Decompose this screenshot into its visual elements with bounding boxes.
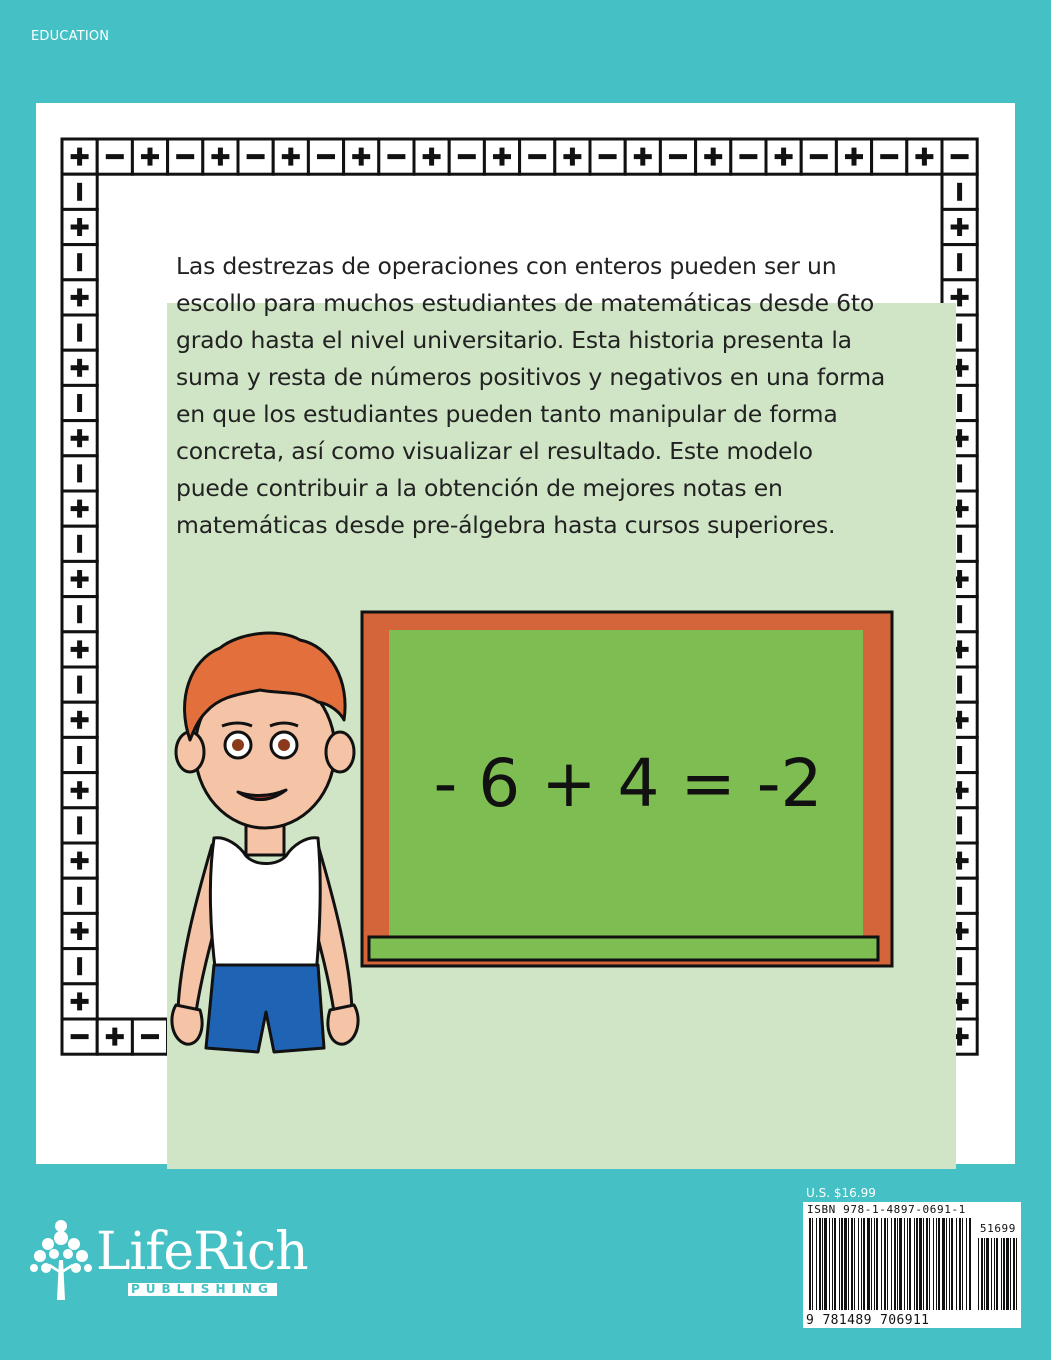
barcode-bar xyxy=(871,1218,872,1310)
barcode-bar xyxy=(969,1218,971,1310)
barcode-bar xyxy=(894,1218,896,1310)
price-barcode-bar xyxy=(981,1238,983,1310)
price-barcode-bar xyxy=(1016,1238,1017,1310)
tree-logo-icon xyxy=(26,1214,96,1304)
barcode-bar xyxy=(933,1218,934,1310)
barcode-bar xyxy=(851,1218,853,1310)
barcode-bars xyxy=(803,1202,1021,1328)
barcode-bar xyxy=(887,1218,888,1310)
publisher-tagline: PUBLISHING xyxy=(128,1283,277,1296)
barcode-bar xyxy=(962,1218,963,1310)
barcode-bar xyxy=(854,1218,855,1310)
barcode-bar xyxy=(829,1218,830,1310)
barcode-bar xyxy=(938,1218,940,1310)
barcode-bar xyxy=(909,1218,911,1310)
barcode-bar xyxy=(929,1218,930,1310)
barcode-bar xyxy=(914,1218,915,1310)
barcode-bar xyxy=(819,1218,821,1310)
barcode-bar xyxy=(966,1218,967,1310)
barcode-bar xyxy=(946,1218,947,1310)
barcode-bar xyxy=(942,1218,945,1310)
isbn-barcode xyxy=(803,1202,1021,1328)
barcode-bar xyxy=(816,1218,817,1310)
chalkboard-equation: - 6 + 4 = -2 xyxy=(433,745,823,822)
barcode-bar xyxy=(874,1218,875,1310)
price-barcode-bar xyxy=(1001,1238,1002,1310)
barcode-bar xyxy=(926,1218,928,1310)
barcode-bar xyxy=(834,1218,836,1310)
barcode-bar xyxy=(891,1218,892,1310)
barcode-bar xyxy=(956,1218,957,1310)
isbn-line: ISBN 978-1-4897-0691-1 xyxy=(807,1203,966,1216)
barcode-bar xyxy=(899,1218,902,1310)
barcode-bar xyxy=(824,1218,827,1310)
barcode-bar xyxy=(919,1218,922,1310)
barcode-bar xyxy=(841,1218,843,1310)
boy-illustration xyxy=(172,633,358,1052)
barcode-bar xyxy=(867,1218,870,1310)
price-code: 51699 xyxy=(979,1222,1016,1235)
publisher-name: LifeRich xyxy=(96,1222,308,1282)
barcode-bar xyxy=(959,1218,961,1310)
price-barcode-bar xyxy=(996,1238,998,1310)
category-label: EDUCATION xyxy=(31,29,110,44)
barcode-bar xyxy=(848,1218,849,1310)
chalkboard xyxy=(362,612,892,966)
barcode-bar xyxy=(861,1218,862,1310)
barcode-bar xyxy=(858,1218,859,1310)
barcode-bar xyxy=(822,1218,823,1310)
price-barcode-bar xyxy=(984,1238,985,1310)
barcode-bar xyxy=(951,1218,953,1310)
barcode-bar xyxy=(923,1218,924,1310)
barcode-bar xyxy=(907,1218,908,1310)
book-description: Las destrezas de operaciones con enteros pueden ser un escollo para muchos estudiantes de matemáticas desde 6to grado hasta el nivel universitario. Esta historia presenta la suma y resta de números positivos y negativos en una forma en que los estudiantes pueden tanto manipular de forma concreta, así como visualizar el resultado. Este modelo puede contribuir a la obtención de mejores notas en matemáticas desde pre-álgebra hasta cursos superiores. xyxy=(176,252,886,539)
price-barcode-bar xyxy=(1010,1238,1011,1310)
barcode-bar xyxy=(936,1218,937,1310)
barcode-bar xyxy=(812,1218,813,1310)
price-label: U.S. $16.99 xyxy=(806,1186,876,1200)
barcode-bar xyxy=(809,1218,811,1310)
barcode-bar xyxy=(876,1218,878,1310)
price-barcode-bar xyxy=(978,1238,979,1310)
barcode-bar xyxy=(839,1218,840,1310)
price-barcode-bar xyxy=(991,1238,992,1310)
price-barcode-bar xyxy=(1003,1238,1005,1310)
barcode-digits: 9 781489 706911 xyxy=(806,1313,930,1328)
barcode-bar xyxy=(897,1218,898,1310)
price-barcode-bar xyxy=(994,1238,995,1310)
barcode-bar xyxy=(884,1218,886,1310)
barcode-bar xyxy=(832,1218,833,1310)
barcode-bar xyxy=(844,1218,847,1310)
barcode-bar xyxy=(863,1218,865,1310)
barcode-bar xyxy=(904,1218,905,1310)
price-barcode-bar xyxy=(1006,1238,1009,1310)
barcode-bar xyxy=(949,1218,950,1310)
price-barcode-bar xyxy=(986,1238,989,1310)
barcode-bar xyxy=(881,1218,882,1310)
price-barcode-bar xyxy=(1013,1238,1015,1310)
barcode-bar xyxy=(916,1218,918,1310)
